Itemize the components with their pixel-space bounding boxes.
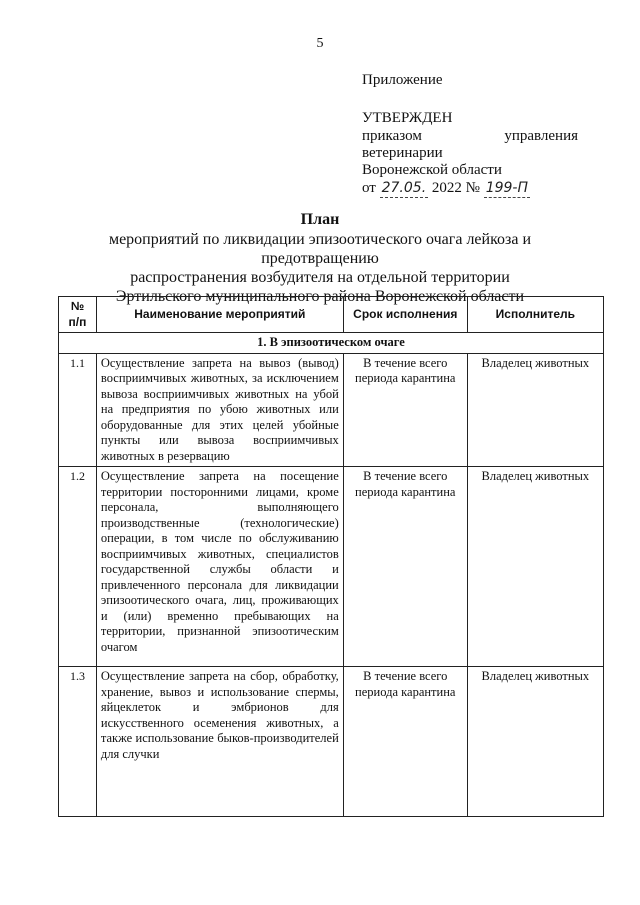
table-row [59, 467, 604, 667]
header-name: Наименование мероприятий [96, 297, 343, 333]
handwritten-date: 27.05. [381, 180, 427, 196]
approval-year: 2022 [431, 180, 462, 196]
approval-line-2: Воронежской области [362, 162, 502, 178]
plan-subtitle-line-2: распространения возбудителя на отдельной территории [130, 269, 510, 286]
header-num-line-1: № [70, 299, 85, 313]
date-blank [380, 180, 429, 198]
header-num [59, 297, 97, 333]
row-number: 1.2 [59, 467, 97, 667]
number-sign: № [465, 180, 480, 196]
table-row [59, 353, 604, 467]
plan-title-block [60, 210, 580, 306]
row-measure: Осуществление запрета на сбор, обработку, хранение, вывоз и использование спермы, яйцеклеток и эмбрионов для искусственного осеменения животных, а также использование быков-производителей для случки [96, 667, 343, 817]
plan-subtitle-line-3: Эртильского муниципального района Воронежской области [115, 288, 525, 305]
approval-block [362, 110, 578, 198]
appendix-label: Приложение [362, 72, 443, 88]
row-measure: Осуществление запрета на вывоз (вывод) восприимчивых животных, за исключением вывоза восприимчивых животных на убой на предприятия по убою животных или оборудованные для этих целей убойные пункты или вывоза восприимчивых животных в резервацию [96, 353, 343, 467]
row-number: 1.1 [59, 353, 97, 467]
row-measure: Осуществление запрета на посещение территории посторонними лицами, кроме персонала, выполняющего производственные (технологические) операции, в том числе по обслуживанию восприимчивых животных, специалистов государственной службы области и привлеченного персонала для ликвидации эпизоотического очага, лиц, проживающих и (или) временно пребывающих на территории, признанной эпизоотическим очагом [96, 467, 343, 667]
plan-subtitle-line-1: мероприятий по ликвидации эпизоотического очага лейкоза и предотвращению [108, 231, 532, 267]
date-prefix: от [362, 180, 376, 196]
row-executor: Владелец животных [467, 467, 603, 667]
plan-heading: План [300, 211, 340, 228]
row-term: В течение всего периода карантина [343, 667, 467, 817]
table-row [59, 667, 604, 817]
handwritten-number: 199-П [485, 180, 529, 196]
section-row [59, 333, 604, 354]
row-term: В течение всего периода карантина [343, 467, 467, 667]
header-term: Срок исполнения [343, 297, 467, 333]
row-number: 1.3 [59, 667, 97, 817]
table-header-row [59, 297, 604, 333]
row-term: В течение всего периода карантина [343, 353, 467, 467]
header-num-line-2: п/п [68, 314, 87, 329]
approval-line-1: приказом управления ветеринарии [362, 128, 578, 161]
number-blank [484, 180, 530, 198]
plan-table [58, 296, 604, 817]
page-number: 5 [316, 36, 324, 51]
section-title: 1. В эпизоотическом очаге [59, 333, 604, 354]
row-executor: Владелец животных [467, 667, 603, 817]
header-executor: Исполнитель [467, 297, 603, 333]
approval-date-line [362, 180, 578, 198]
approved-label: УТВЕРЖДЕН [362, 110, 453, 126]
row-executor: Владелец животных [467, 353, 603, 467]
